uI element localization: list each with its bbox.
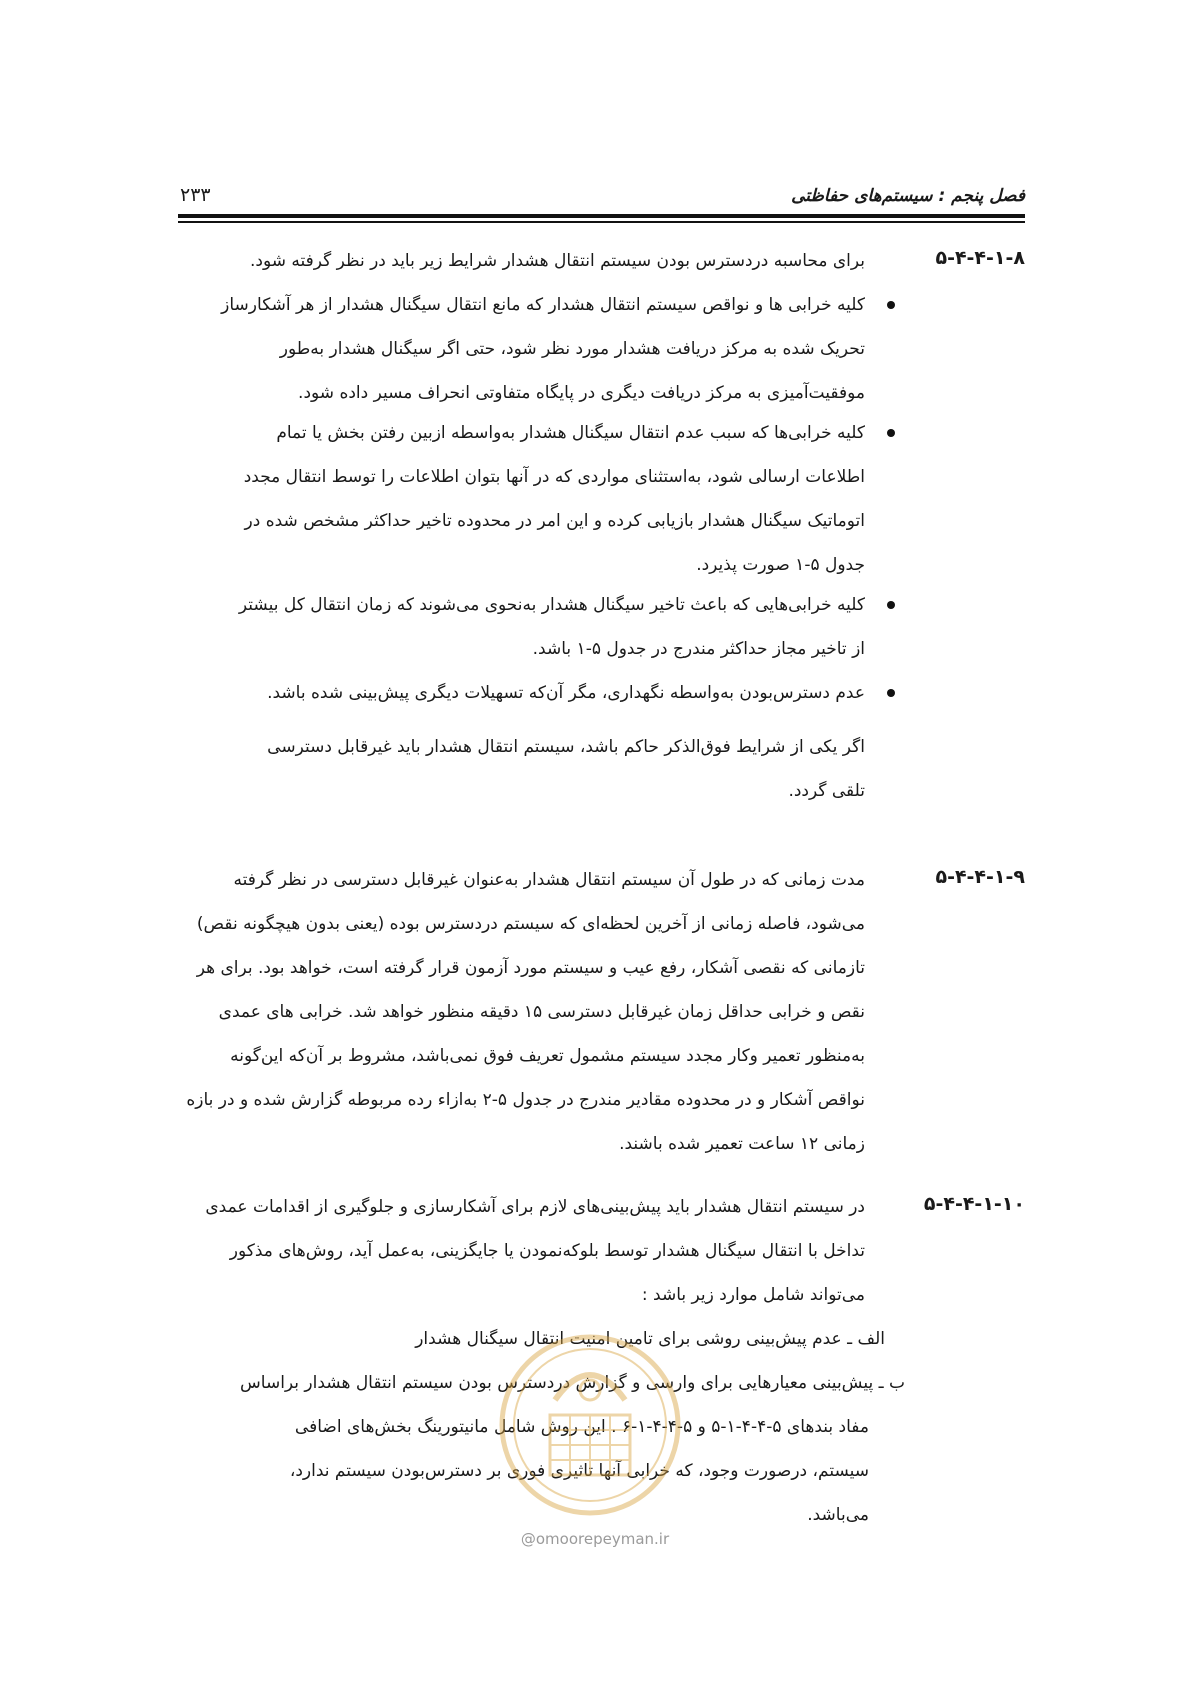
paragraph-line: تازمانی که نقصی آشکار، رفع عیب و سیستم مورد آزمون قرار گرفته است، خواهد بود. برای هر xyxy=(196,958,865,978)
section-number-8: ۵-۴-۴-۱-۸ xyxy=(935,247,1025,269)
section-8-intro xyxy=(185,239,865,283)
list-item xyxy=(185,411,905,587)
list-item-line: اطلاعات ارسالی شود، به‌استثنای مواردی که در آنها بتوان اطلاعات را توسط انتقال مجدد xyxy=(243,467,865,487)
section-8-closing xyxy=(185,725,865,813)
section-9-paragraph xyxy=(185,858,865,1166)
section-10-paragraph xyxy=(185,1185,865,1317)
condition-list xyxy=(185,283,905,715)
paragraph-line: الف ـ عدم پیش‌بینی روشی برای تامین امنیت انتقال سیگنال هشدار xyxy=(415,1329,885,1349)
list-item xyxy=(185,283,905,415)
list-item-line: اتوماتیک سیگنال هشدار بازیابی کرده و این امر در محدوده تاخیر حداکثر مشخص شده در xyxy=(244,511,865,531)
list-item-line: کلیه خرابی‌هایی که باعث تاخیر سیگنال هشدار به‌نحوی می‌شوند که زمان انتقال کل بیشتر xyxy=(238,595,865,615)
bullet-icon xyxy=(887,301,895,309)
section-number-10: ۵-۴-۴-۱-۱۰ xyxy=(923,1193,1025,1215)
paragraph-line: به‌منظور تعمیر وکار مجدد سیستم مشمول تعریف فوق نمی‌باشد، مشروط بر آن‌که این‌گونه xyxy=(230,1046,865,1066)
list-item-line: جدول ۵-۱ صورت پذیرد. xyxy=(696,555,865,575)
paragraph-line: می‌شود، فاصله زمانی از آخرین لحظه‌ای که سیستم دردسترس بوده (یعنی بدون هیچگونه نقص) xyxy=(196,914,865,934)
watermark-url: @omoorepeyman.ir xyxy=(520,1530,670,1548)
bullet-icon xyxy=(887,429,895,437)
section-number-9: ۵-۴-۴-۱-۹ xyxy=(935,866,1025,888)
paragraph-line: تداخل با انتقال سیگنال هشدار توسط بلوکه‌نمودن یا جایگزینی، به‌عمل آید، روش‌های مذکور xyxy=(229,1241,865,1261)
paragraph-line: نواقص آشکار و در محدوده مقادیر مندرج در جدول ۵-۲ به‌ازاء رده مربوطه گزارش شده و در بازه xyxy=(186,1090,865,1110)
page-number: ۲۳۳ xyxy=(180,184,211,206)
bullet-icon xyxy=(887,689,895,697)
paragraph-line: در سیستم انتقال هشدار باید پیش‌بینی‌های لازم برای آشکارسازی و جلوگیری از اقدامات عمدی xyxy=(205,1197,865,1217)
paragraph-line: مفاد بندهای ۵-۴-۴-۱-۵ و ۵-۴-۴-۱-۶ . این روش شامل مانیتورینگ بخش‌های اضافی xyxy=(294,1417,869,1437)
paragraph-line: می‌باشد. xyxy=(807,1505,869,1525)
list-item-line: از تاخیر مجاز حداکثر مندرج در جدول ۵-۱ باشد. xyxy=(532,639,865,659)
paragraph-line: می‌تواند شامل موارد زیر باشد : xyxy=(641,1285,865,1305)
paragraph-line: سیستم، درصورت وجود، که خرابی آنها تاثیری فوری بر دسترس‌بودن سیستم ندارد، xyxy=(289,1461,869,1481)
paragraph-line: اگر یکی از شرایط فوق‌الذکر حاکم باشد، سیستم انتقال هشدار باید غیرقابل دسترسی xyxy=(267,737,865,757)
list-item-line: تحریک شده به مرکز دریافت هشدار مورد نظر شود، حتی اگر سیگنال هشدار به‌طور xyxy=(279,339,865,359)
paragraph-line: برای محاسبه دردسترس بودن سیستم انتقال هشدار شرایط زیر باید در نظر گرفته شود. xyxy=(249,251,865,271)
chapter-title: فصل پنجم : سیستم‌های حفاظتی xyxy=(791,186,1025,206)
paragraph-line: ب ـ پیش‌بینی معیارهایی برای وارسی و گزارش دردسترس بودن سیستم انتقال هشدار براساس xyxy=(240,1373,905,1393)
header-rule-thin xyxy=(178,221,1025,223)
list-item xyxy=(185,671,905,715)
header-rule-thick xyxy=(178,214,1025,218)
list-item xyxy=(185,583,905,671)
paragraph-line: تلقی گردد. xyxy=(788,781,865,801)
list-item-line: کلیه خرابی ها و نواقص سیستم انتقال هشدار که مانع انتقال سیگنال هشدار از هر آشکارساز xyxy=(221,295,865,315)
watermark-seal-icon xyxy=(495,1330,685,1520)
paragraph-line: نقص و خرابی حداقل زمان غیرقابل دسترسی ۱۵ دقیقه منظور خواهد شد. خرابی های عمدی xyxy=(218,1002,865,1022)
bullet-icon xyxy=(887,601,895,609)
list-item-line: موفقیت‌آمیزی به مرکز دریافت دیگری در پایگاه متفاوتی انحراف مسیر داده شود. xyxy=(298,383,865,403)
list-item-line: کلیه خرابی‌ها که سبب عدم انتقال سیگنال هشدار به‌واسطه ازبین رفتن بخش یا تمام xyxy=(276,423,865,443)
paragraph-line: زمانی ۱۲ ساعت تعمیر شده باشند. xyxy=(619,1134,865,1154)
paragraph-line: مدت زمانی که در طول آن سیستم انتقال هشدار به‌عنوان غیرقابل دسترسی در نظر گرفته xyxy=(233,870,865,890)
list-item-line: عدم دسترس‌بودن به‌واسطه نگهداری، مگر آن‌که تسهیلات دیگری پیش‌بینی شده باشد. xyxy=(267,683,865,703)
